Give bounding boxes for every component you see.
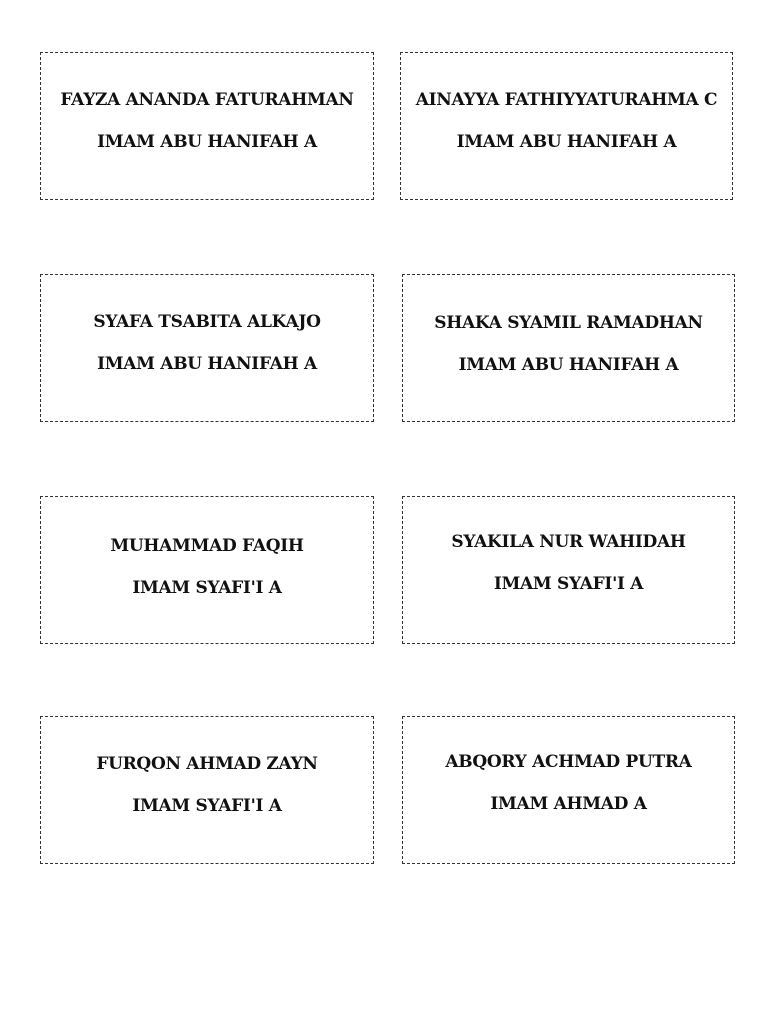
class-group: IMAM SYAFI'I A	[493, 574, 644, 594]
class-group: IMAM ABU HANIFAH A	[456, 132, 677, 152]
class-group: IMAM AHMAD A	[490, 794, 647, 814]
student-name: ABQORY ACHMAD PUTRA	[445, 752, 692, 772]
name-card	[400, 52, 733, 200]
name-card	[40, 496, 374, 644]
student-name: SYAFA TSABITA ALKAJO	[93, 312, 321, 332]
class-group: IMAM ABU HANIFAH A	[97, 132, 317, 152]
class-group: IMAM SYAFI'I A	[132, 796, 282, 816]
name-card	[40, 274, 374, 422]
name-card	[40, 52, 374, 200]
name-card	[402, 716, 735, 864]
student-name: SHAKA SYAMIL RAMADHAN	[434, 313, 703, 333]
student-name: FAYZA ANANDA FATURAHMAN	[60, 90, 354, 110]
student-name: MUHAMMAD FAQIH	[110, 536, 304, 556]
class-group: IMAM ABU HANIFAH A	[97, 354, 317, 374]
name-card	[402, 274, 735, 422]
student-name: FURQON AHMAD ZAYN	[96, 754, 318, 774]
name-card	[402, 496, 735, 644]
class-group: IMAM ABU HANIFAH A	[458, 355, 679, 375]
student-name: SYAKILA NUR WAHIDAH	[451, 532, 686, 552]
class-group: IMAM SYAFI'I A	[132, 578, 282, 598]
name-card	[40, 716, 374, 864]
student-name: AINAYYA FATHIYYATURAHMA C	[415, 90, 718, 110]
